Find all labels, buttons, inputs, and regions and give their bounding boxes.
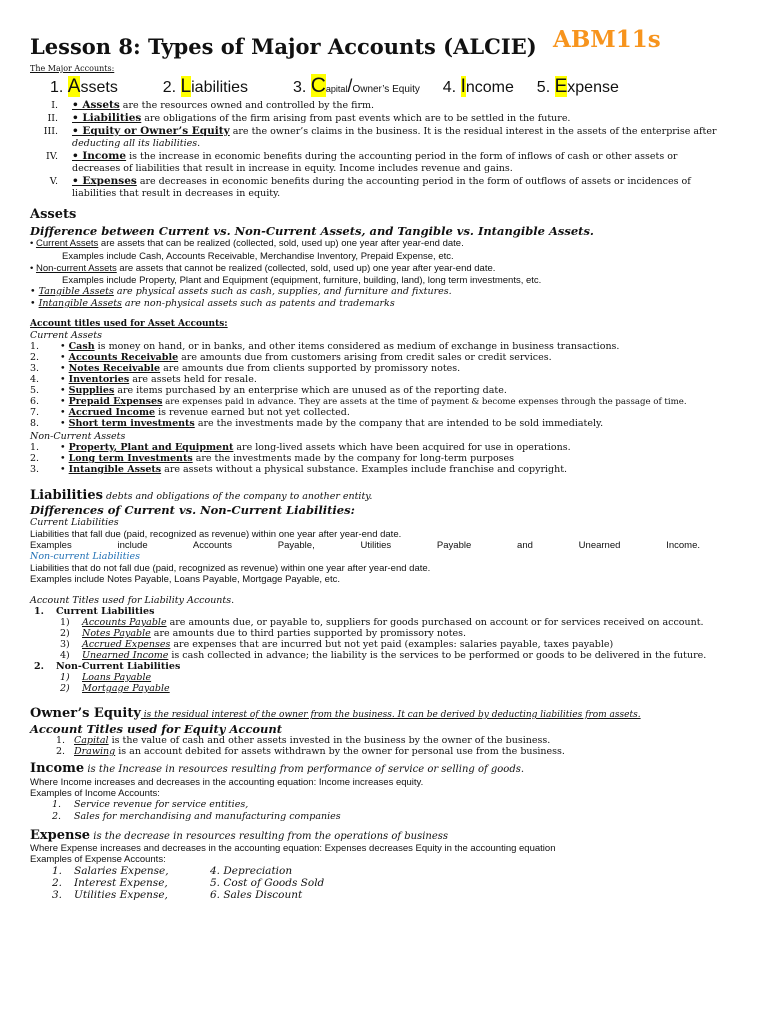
item-number: 7. (30, 407, 40, 418)
noncurrent-liabilities-group: 2. Non-Current Liabilities (34, 661, 181, 672)
list-item (52, 865, 169, 877)
list-item (30, 352, 552, 363)
account-income: 4. Income (442, 76, 514, 97)
list-item (30, 363, 460, 374)
list-item (30, 442, 571, 453)
account-capital: 3. Capital/Owner’s Equity (292, 74, 420, 97)
bullet: • (60, 363, 69, 374)
item-number: 1. (30, 442, 40, 453)
item-number: 6. (30, 396, 40, 407)
income-line1: Where Income increases and decreases in the accounting equation: Income increases equity. (30, 777, 424, 788)
item-term: Capital (74, 735, 109, 746)
item-number: 4) (60, 650, 70, 661)
current-liabilities-group: 1. Current Liabilities (34, 606, 155, 617)
item-text: are long-lived assets which have been acquired for use in operations. (233, 442, 571, 453)
noncurrent-assets-label: Non-Current Assets (30, 431, 126, 442)
list-item (30, 418, 603, 429)
list-item (30, 385, 507, 396)
item-number: 1. (52, 799, 62, 810)
noncurrent-liabilities-text: Liabilities that do not fall due (paid, recognized as revenue) within one year after year-end date. (30, 563, 431, 574)
bullet: • (60, 453, 69, 464)
item-text: are amounts due from customers arising from credit sales or credit services. (178, 352, 552, 363)
item-term: Supplies (68, 385, 115, 396)
list-item (30, 453, 514, 464)
item-number: 3) (60, 639, 70, 650)
list-item (30, 407, 350, 418)
item-term: Prepaid Expenses (68, 396, 163, 407)
list-item (30, 396, 687, 407)
item-number: 3. (30, 363, 40, 374)
item-text: is revenue earned but not yet collected. (155, 407, 350, 418)
income-heading-line: Income is the Increase in resources resulting from performance of service or selling of goods. (30, 761, 525, 776)
bullet: • (60, 341, 69, 352)
item-number: 3. (52, 889, 63, 901)
item-number: 1. (56, 735, 66, 746)
liability-titles-heading: Account Titles used for Liability Accounts. (30, 595, 235, 606)
noncurrent-liabilities-examples: Examples include Notes Payable, Loans Payable, Mortgage Payable, etc. (30, 574, 340, 585)
current-liabilities-examples: Examples include Accounts Payable, Utilities Payable and Unearned Income. (30, 540, 700, 551)
current-assets-label: Current Assets (30, 330, 102, 341)
definition-equity-cont: deducting all its liabilities. (72, 138, 201, 149)
item-text: Utilities Expense, (74, 889, 168, 901)
item-term: Inventories (68, 374, 130, 385)
bullet: • (60, 407, 69, 418)
item-term: Unearned Income (82, 650, 169, 661)
item-text: is money on hand, or in banks, and other items considered as medium of exchange in business transactions. (94, 341, 620, 352)
list-item (60, 617, 704, 628)
item-number: 2. (52, 811, 62, 822)
noncurrent-liabilities-label: Non-current Liabilities (30, 551, 141, 562)
list-item (60, 650, 706, 661)
item-term: Intangible Assets (68, 464, 162, 475)
item-number: 1) (60, 617, 70, 628)
liabilities-subheading: Differences of Current vs. Non-Current Liabilities: (30, 503, 355, 517)
current-assets-line: • Current Assets are assets that can be realized (collected, sold, used up) one year after year-end date. (30, 238, 464, 249)
item-text: is the value of cash and other assets invested in the business by the owner of the business. (108, 735, 551, 746)
bullet: • (60, 464, 69, 475)
item-text: are expenses that are incurred but not yet paid (examples: salaries payable, taxes payable) (170, 639, 614, 650)
item-term: Drawing (74, 746, 116, 757)
item-number: 2. (30, 352, 40, 363)
asset-titles-heading: Account titles used for Asset Accounts: (30, 319, 228, 329)
item-number: 4. (30, 374, 40, 385)
major-accounts-label: The Major Accounts: (30, 64, 115, 73)
tangible-assets-line: • Tangible Assets are physical assets such as cash, supplies, and furniture and fixtures. (30, 286, 452, 297)
item-text: are expenses paid in advance. They are assets at the time of payment & become expenses through the passage of time. (162, 397, 687, 407)
definition-income: IV. • Income is the increase in economic benefits during the accounting period in the form of inflows of cash or other assets or (46, 150, 678, 162)
list-item (56, 735, 550, 746)
item-term: Notes Receivable (68, 363, 161, 374)
item-term: Long term Investments (68, 453, 193, 464)
assets-subheading: Difference between Current vs. Non-Current Assets, and Tangible vs. Intangible Assets. (30, 224, 594, 238)
list-item (60, 639, 613, 650)
definition-liabilities: II. • Liabilities are obligations of the firm arising from past events which are to be settled in the future. (47, 112, 571, 124)
bullet: • (60, 418, 69, 429)
item-number: 8. (30, 418, 40, 429)
list-item (30, 464, 567, 475)
definition-assets: I. • Assets are the resources owned and controlled by the firm. (51, 99, 375, 111)
account-assets: 1. Assets (50, 76, 118, 97)
item-number: 1) (60, 672, 70, 683)
income-line2: Examples of Income Accounts: (30, 788, 160, 799)
item-text: Salaries Expense, (74, 865, 169, 877)
page-title: Lesson 8: Types of Major Accounts (ALCIE) (30, 34, 537, 59)
item-term: Accounts Payable (82, 617, 167, 628)
item-number: 1. (30, 341, 40, 352)
item-text: are the investments made by the company that are intended to be sold immediately. (194, 418, 604, 429)
noncurrent-assets-line: • Non-current Assets are assets that cannot be realized (collected, sold, used up) one year after year-end date. (30, 263, 496, 274)
definition-expenses-cont: liabilities that result in decreases in equity. (72, 188, 281, 199)
bullet: • (60, 374, 69, 385)
item-text: Interest Expense, (74, 877, 168, 889)
item-text: is cash collected in advance; the liability is the services to be performed or goods to be delivered in the future. (168, 650, 707, 661)
item-term: Accrued Expenses (82, 639, 171, 650)
item-number: 2. (30, 453, 40, 464)
list-item (52, 799, 248, 810)
item-term: Property, Plant and Equipment (68, 442, 234, 453)
expense-line1: Where Expense increases and decreases in the accounting equation: Expenses decreases Equity in the accounting equation (30, 843, 556, 854)
item-number: 2) (60, 683, 70, 694)
list-item (52, 811, 341, 822)
account-liabilities: 2. Liabilities (162, 76, 249, 97)
equity-subheading: Account Titles used for Equity Account (30, 722, 283, 736)
list-item (30, 374, 257, 385)
account-expense: 5. Expense (536, 76, 619, 97)
item-term: Cash (68, 341, 95, 352)
item-text: are the investments made by the company for long-term purposes (192, 453, 515, 464)
item-text: are amounts due to third parties supported by promissory notes. (150, 628, 467, 639)
list-item (60, 672, 151, 683)
item-number: 2. (52, 877, 63, 889)
item-number: 2) (60, 628, 70, 639)
major-accounts-list (50, 74, 740, 98)
definition-equity: III. • Equity or Owner’s Equity are the owner’s claims in the business. It is the residual interest in the assets of the enterprise after (43, 125, 717, 137)
liabilities-heading-line: Liabilities debts and obligations of the company to another entity. (30, 488, 373, 503)
intangible-assets-line: • Intangible Assets are non-physical assets such as patents and trademarks (30, 298, 395, 309)
item-number: 2. (56, 746, 66, 757)
item-term: Short term investments (68, 418, 195, 429)
current-liabilities-text: Liabilities that fall due (paid, recognized as revenue) within one year after year-end date. (30, 529, 402, 540)
list-item: 4. Depreciation (210, 865, 293, 877)
class-tag: ABM11s (553, 26, 661, 53)
list-item (30, 341, 619, 352)
item-term: Loans Payable (82, 672, 152, 683)
item-text: is an account debited for assets withdrawn by the owner for personal use from the business. (115, 746, 565, 757)
list-item (60, 628, 466, 639)
bullet: • (60, 442, 69, 453)
item-number: 1. (52, 865, 63, 877)
item-text: Sales for merchandising and manufacturing companies (74, 811, 341, 822)
item-number: 3. (30, 464, 40, 475)
assets-heading: Assets (30, 207, 77, 222)
item-text: Service revenue for service entities, (74, 799, 249, 810)
item-text: are assets without a physical substance. Examples include franchise and copyright. (161, 464, 568, 475)
noncurrent-assets-examples: Examples include Property, Plant and Equipment (equipment, furniture, building, land), long term investments, etc. (62, 275, 542, 286)
expense-heading-line: Expense is the decrease in resources resulting from the operations of business (30, 828, 449, 843)
list-item: 6. Sales Discount (210, 889, 303, 901)
equity-heading-line: Owner’s Equity is the residual interest of the owner from the business. It can be derived by deducting liabilities from assets. (30, 706, 641, 721)
item-term: Mortgage Payable (82, 683, 170, 694)
item-term: Accounts Receivable (68, 352, 179, 363)
item-text: are amounts due from clients supported by promissory notes. (160, 363, 461, 374)
item-term: Accrued Income (68, 407, 156, 418)
item-term: Notes Payable (82, 628, 151, 639)
bullet: • (60, 385, 69, 396)
bullet: • (60, 396, 69, 407)
list-item: 5. Cost of Goods Sold (210, 877, 325, 889)
list-item (60, 683, 170, 694)
item-text: are amounts due, or payable to, suppliers for goods purchased on account or for services received on account. (166, 617, 704, 628)
definition-income-cont: decreases of liabilities that result in increase in equity. Income includes revenue and gains. (72, 163, 513, 174)
list-item (52, 889, 168, 901)
expense-line2: Examples of Expense Accounts: (30, 854, 166, 865)
list-item (56, 746, 565, 757)
list-item (52, 877, 168, 889)
item-text: are items purchased by an enterprise which are unused as of the reporting date. (114, 385, 507, 396)
current-assets-examples: Examples include Cash, Accounts Receivable, Merchandise Inventory, Prepaid Expense, etc. (62, 251, 454, 262)
item-number: 5. (30, 385, 40, 396)
bullet: • (60, 352, 69, 363)
current-liabilities-label: Current Liabilities (30, 517, 119, 528)
definition-expenses: V. • Expenses are decreases in economic benefits during the accounting period in the form of outflows of assets or incidences of (49, 175, 691, 187)
item-text: are assets held for resale. (129, 374, 257, 385)
